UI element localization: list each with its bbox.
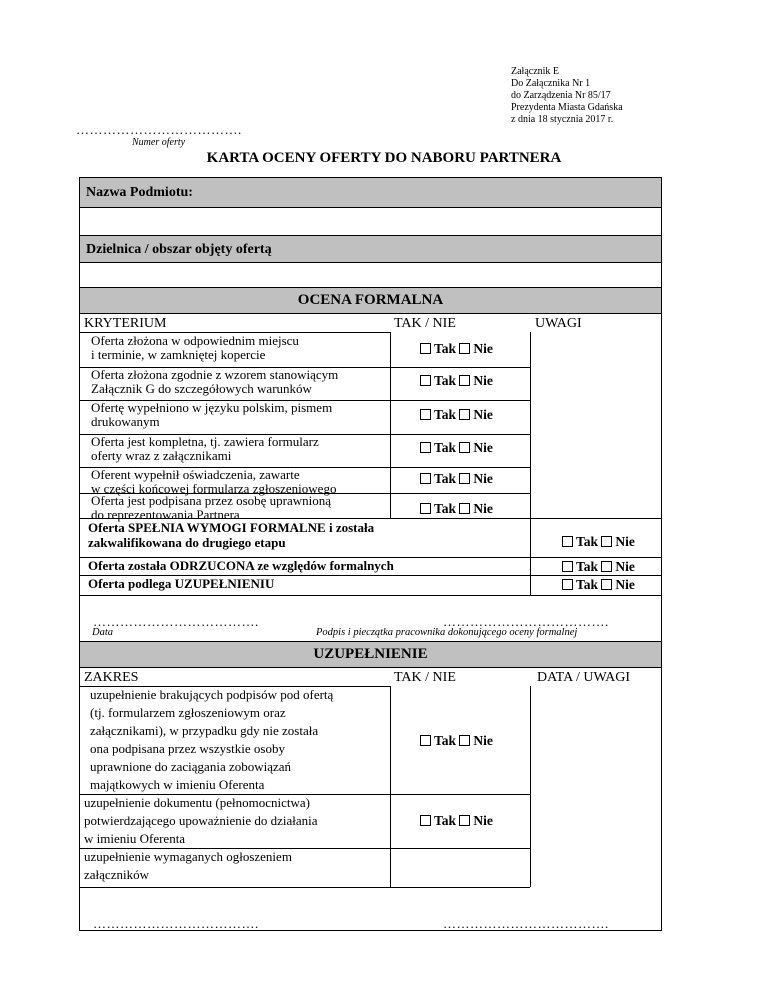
district-field[interactable] <box>80 263 661 288</box>
criterion-text: do reprezentowania Partnera <box>91 507 240 522</box>
bottom-date-field[interactable]: ………………………………. <box>93 916 259 931</box>
checkbox-no[interactable] <box>601 579 612 590</box>
criterion-text: Oferta złożona w odpowiednim miejscu <box>91 333 299 348</box>
criterion-text: oferty wraz z załącznikami <box>91 448 232 463</box>
criterion-text: i terminie, w zamkniętej kopercie <box>91 347 266 362</box>
supplement-item <box>90 686 390 794</box>
no-label: Nie <box>473 813 493 828</box>
yesno-choice[interactable] <box>420 813 493 829</box>
no-label: Nie <box>473 341 493 356</box>
supplement-section-title: UZUPEŁNIENIE <box>313 646 428 662</box>
offer-number-field[interactable]: ………………………………. <box>76 122 242 137</box>
attachment-note-line: do Zarządzenia Nr 85/17 <box>511 90 611 101</box>
formal-section-title: OCENA FORMALNA <box>297 292 444 308</box>
yesno-choice[interactable] <box>562 577 635 593</box>
checkbox-yes[interactable] <box>420 473 431 484</box>
criterion-text: Oferta jest podpisana przez osobę uprawnioną <box>91 493 332 508</box>
checkbox-no[interactable] <box>601 561 612 572</box>
supp-yesno-header: TAK / NIE <box>394 670 456 685</box>
yesno-choice[interactable] <box>420 733 493 749</box>
checkbox-yes[interactable] <box>420 409 431 420</box>
checkbox-no[interactable] <box>601 536 612 547</box>
grid-line <box>390 686 391 887</box>
checkbox-yes[interactable] <box>562 536 573 547</box>
yes-label: Tak <box>434 341 457 356</box>
checkbox-yes[interactable] <box>562 579 573 590</box>
yesno-choice[interactable] <box>562 534 635 550</box>
attachment-note <box>511 66 623 126</box>
criterion-row <box>91 401 386 429</box>
criterion-text: Ofertę wypełniono w języku polskim, pismem <box>91 400 333 415</box>
no-label: Nie <box>473 373 493 388</box>
supplement-text: majątkowych w imieniu Oferenta <box>90 777 265 792</box>
yes-label: Tak <box>576 577 599 592</box>
yes-label: Tak <box>434 813 457 828</box>
entity-label: Nazwa Podmiotu: <box>86 185 193 200</box>
checkbox-no[interactable] <box>459 735 470 746</box>
criterion-text: Oferta złożona zgodnie z wzorem stanowiącym <box>91 367 339 382</box>
checkbox-no[interactable] <box>459 503 470 514</box>
offer-number-label: Numer oferty <box>132 137 186 148</box>
yes-label: Tak <box>434 733 457 748</box>
district-header <box>80 235 661 263</box>
yes-label: Tak <box>434 501 457 516</box>
checkbox-yes[interactable] <box>420 375 431 386</box>
criterion-row <box>91 435 386 463</box>
supplement-text: uprawnione do zaciągania zobowiązań <box>90 759 292 774</box>
yes-label: Tak <box>576 534 599 549</box>
supp-notes-header: DATA / UWAGI <box>537 670 630 685</box>
checkbox-yes[interactable] <box>420 503 431 514</box>
checkbox-no[interactable] <box>459 375 470 386</box>
supplement-text: uzupełnienie wymaganych ogłoszeniem <box>84 849 292 864</box>
supplement-section-header <box>80 641 661 668</box>
entity-header <box>80 178 661 208</box>
criterion-row <box>91 368 386 396</box>
criterion-row <box>91 334 386 362</box>
criterion-text: Oferta jest kompletna, tj. zawiera formularz <box>91 434 319 449</box>
scope-header: ZAKRES <box>84 670 139 685</box>
supplement-text: w imieniu Oferenta <box>84 831 186 846</box>
signature-label: Podpis i pieczątka pracownika dokonującego oceny formalnej <box>316 627 578 638</box>
yesno-choice[interactable] <box>420 440 493 456</box>
supplement-text: (tj. formularzem zgłoszeniowym oraz <box>90 705 286 720</box>
yes-label: Tak <box>434 373 457 388</box>
yesno-choice[interactable] <box>562 559 635 575</box>
no-label: Nie <box>615 577 635 592</box>
yes-label: Tak <box>434 471 457 486</box>
formal-section-header <box>80 287 661 314</box>
yesno-choice[interactable] <box>420 501 493 517</box>
no-label: Nie <box>473 471 493 486</box>
signature-field[interactable]: ………………………………. <box>443 614 609 629</box>
checkbox-no[interactable] <box>459 442 470 453</box>
grid-line <box>390 332 391 518</box>
checkbox-no[interactable] <box>459 473 470 484</box>
supplement-text: załącznikami), w przypadku gdy nie została <box>90 723 319 738</box>
supplement-item <box>84 794 384 848</box>
grid-line <box>530 332 531 518</box>
result-text: zakwalifikowana do drugiego etapu <box>88 535 286 550</box>
grid-line <box>80 887 530 888</box>
criterion-row <box>91 468 386 496</box>
checkbox-no[interactable] <box>459 343 470 354</box>
yes-label: Tak <box>434 440 457 455</box>
no-label: Nie <box>615 534 635 549</box>
attachment-note-line: Załącznik E <box>511 66 560 77</box>
no-label: Nie <box>473 501 493 516</box>
checkbox-yes[interactable] <box>420 735 431 746</box>
supplement-text: uzupełnienie brakujących podpisów pod ofertą <box>90 687 334 702</box>
grid-line <box>80 595 661 596</box>
result-text: Oferta SPEŁNIA WYMOGI FORMALNE i została <box>88 520 375 535</box>
no-label: Nie <box>473 440 493 455</box>
result-rejected: Oferta została ODRZUCONA ze względów formalnych <box>88 558 394 573</box>
checkbox-yes[interactable] <box>420 442 431 453</box>
grid-line <box>530 686 531 887</box>
criterion-text: Oferent wypełnił oświadczenia, zawarte <box>91 467 300 482</box>
supplement-text: załączników <box>84 867 149 882</box>
result-supplement: Oferta podlega UZUPEŁNIENIU <box>88 576 275 591</box>
checkbox-no[interactable] <box>459 815 470 826</box>
checkbox-yes[interactable] <box>420 815 431 826</box>
supplement-text: potwierdzającego upoważnienie do działania <box>84 813 318 828</box>
yesno-choice[interactable] <box>420 471 493 487</box>
date-label: Data <box>92 627 113 638</box>
criterion-header: KRYTERIUM <box>84 316 167 331</box>
no-label: Nie <box>473 733 493 748</box>
attachment-note-line: z dnia 18 stycznia 2017 r. <box>511 114 614 125</box>
yes-label: Tak <box>576 559 599 574</box>
entity-field[interactable] <box>80 208 661 236</box>
yesno-header: TAK / NIE <box>394 316 456 331</box>
checkbox-yes[interactable] <box>420 343 431 354</box>
criterion-text: drukowanym <box>91 414 160 429</box>
attachment-note-line: Prezydenta Miasta Gdańska <box>511 102 623 113</box>
attachment-note-line: Do Załącznika Nr 1 <box>511 78 591 89</box>
criterion-text: Załącznik G do szczegółowych warunków <box>91 381 312 396</box>
yesno-choice[interactable] <box>420 373 493 389</box>
date-field[interactable]: ………………………………. <box>93 614 259 629</box>
yesno-choice[interactable] <box>420 407 493 423</box>
page-title: KARTA OCENY OFERTY DO NABORU PARTNERA <box>206 150 562 166</box>
yesno-choice[interactable] <box>420 341 493 357</box>
bottom-signature-field[interactable]: ………………………………. <box>443 916 609 931</box>
criterion-row <box>91 494 386 522</box>
supplement-text: ona podpisana przez wszystkie osoby <box>90 741 285 756</box>
yes-label: Tak <box>434 407 457 422</box>
result-meets-requirements <box>88 520 374 550</box>
evaluation-form <box>79 177 662 931</box>
criterion-text: w części końcowej formularza zgłoszeniowego <box>91 481 337 496</box>
checkbox-no[interactable] <box>459 409 470 420</box>
supplement-text: uzupełnienie dokumentu (pełnomocnictwa) <box>84 795 310 810</box>
no-label: Nie <box>473 407 493 422</box>
district-label: Dzielnica / obszar objęty ofertą <box>86 242 272 257</box>
no-label: Nie <box>615 559 635 574</box>
checkbox-yes[interactable] <box>562 561 573 572</box>
supplement-item <box>84 848 384 884</box>
notes-header: UWAGI <box>535 316 582 331</box>
